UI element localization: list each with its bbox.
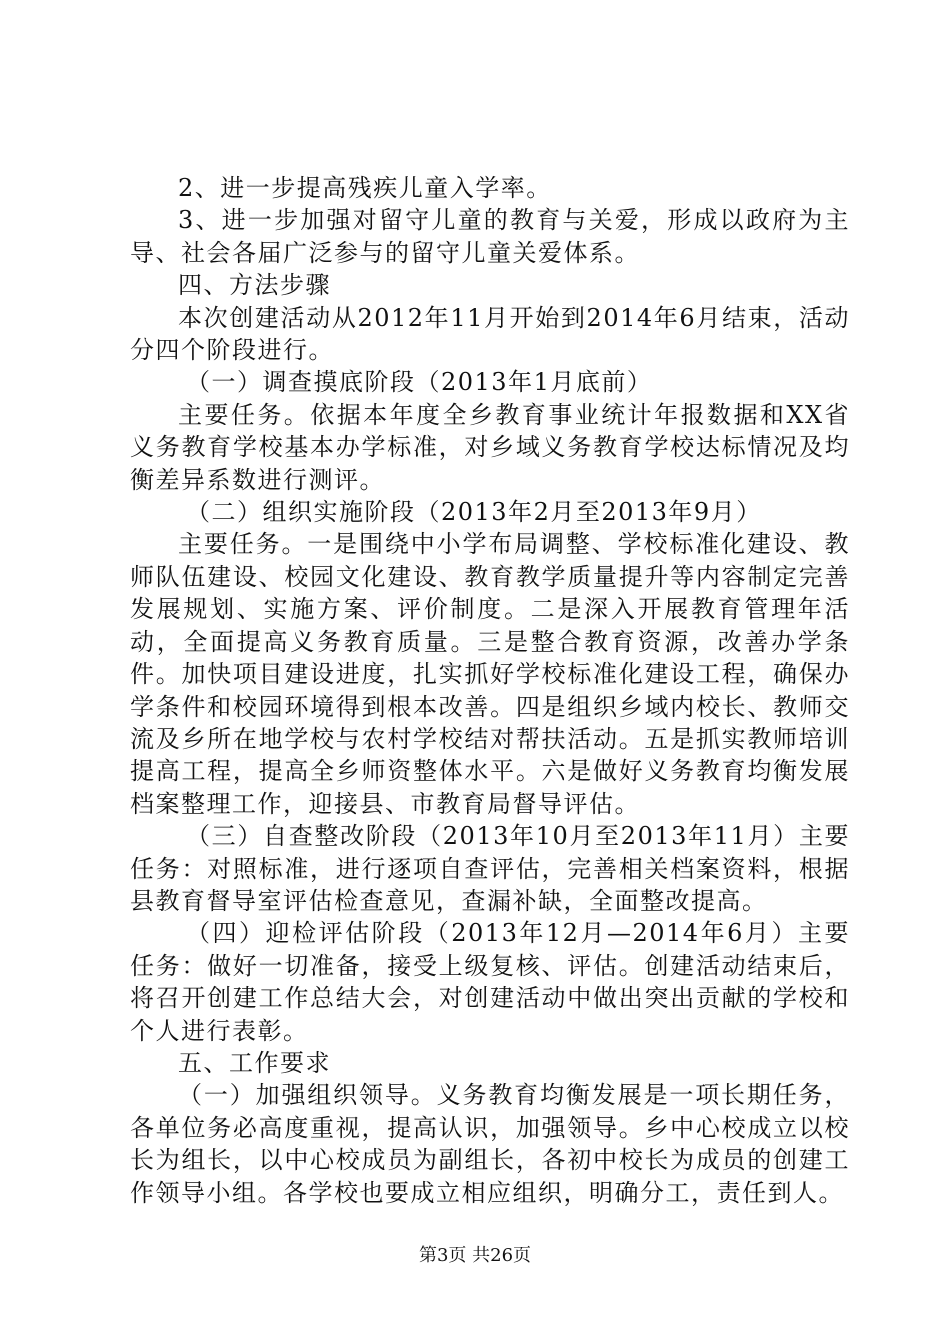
section-heading-methods: 四、方法步骤 [178, 271, 331, 300]
paragraph-activity-timeline: 本次创建活动从2012年11月开始到2014年6月结束，活动分四个阶段进行。 [130, 303, 850, 365]
subheading-stage-1: （一）调查摸底阶段（2013年1月底前） [186, 368, 653, 397]
section-heading-requirements: 五、工作要求 [178, 1048, 331, 1077]
paragraph-stage-4: （四）迎检评估阶段（2013年12月—2014年6月）主要任务：做好一切准备，接受上级复核、评估。创建活动结束后，将召开创建工作总结大会，对创建活动中做出突出贡献的学校和个人进行表彰。 [130, 919, 850, 1045]
paragraph-goal-2: 2、进一步提高残疾儿童入学率。 [178, 174, 552, 202]
paragraph-stage-1-tasks: 主要任务。依据本年度全乡教育事业统计年报数据和XX省义务教育学校基本办学标准，对乡域义务教育学校达标情况及均衡差异系数进行测评。 [130, 400, 850, 494]
paragraph-stage-3: （三）自查整改阶段（2013年10月至2013年11月）主要任务：对照标准，进行逐项自查评估，完善相关档案资料，根据县教育督导室评估检查意见，查漏补缺，全面整改提高。 [130, 822, 850, 915]
page-number-footer: 第3页 共26页 [418, 1245, 532, 1266]
paragraph-goal-3: 3、进一步加强对留守儿童的教育与关爱，形成以政府为主导、社会各届广泛参与的留守儿童关爱体系。 [130, 206, 850, 267]
subheading-stage-2: （二）组织实施阶段（2013年2月至2013年9月） [186, 498, 762, 527]
paragraph-requirement-1: （一）加强组织领导。义务教育均衡发展是一项长期任务，各单位务必高度重视，提高认识，加强领导。乡中心校成立以校长为组长，以中心校成员为副组长，各初中校长为成员的创建工作领导小组。各学校也要成立相应组织，明确分工，责任到人。 [130, 1081, 850, 1207]
document-body [130, 172, 850, 1209]
paragraph-stage-2-tasks: 主要任务。一是围绕中小学布局调整、学校标准化建设、教师队伍建设、校园文化建设、教育教学质量提升等内容制定完善发展规划、实施方案、评价制度。二是深入开展教育管理年活动，全面提高义务教育质量。三是整合教育资源，改善办学条件。加快项目建设进度，扎实抓好学校标准化建设工程，确保办学条件和校园环境得到根本改善。四是组织乡域内校长、教师交流及乡所在地学校与农村学校结对帮扶活动。五是抓实教师培训提高工程，提高全乡师资整体水平。六是做好义务教育均衡发展档案整理工作，迎接县、市教育局督导评估。 [130, 530, 850, 818]
